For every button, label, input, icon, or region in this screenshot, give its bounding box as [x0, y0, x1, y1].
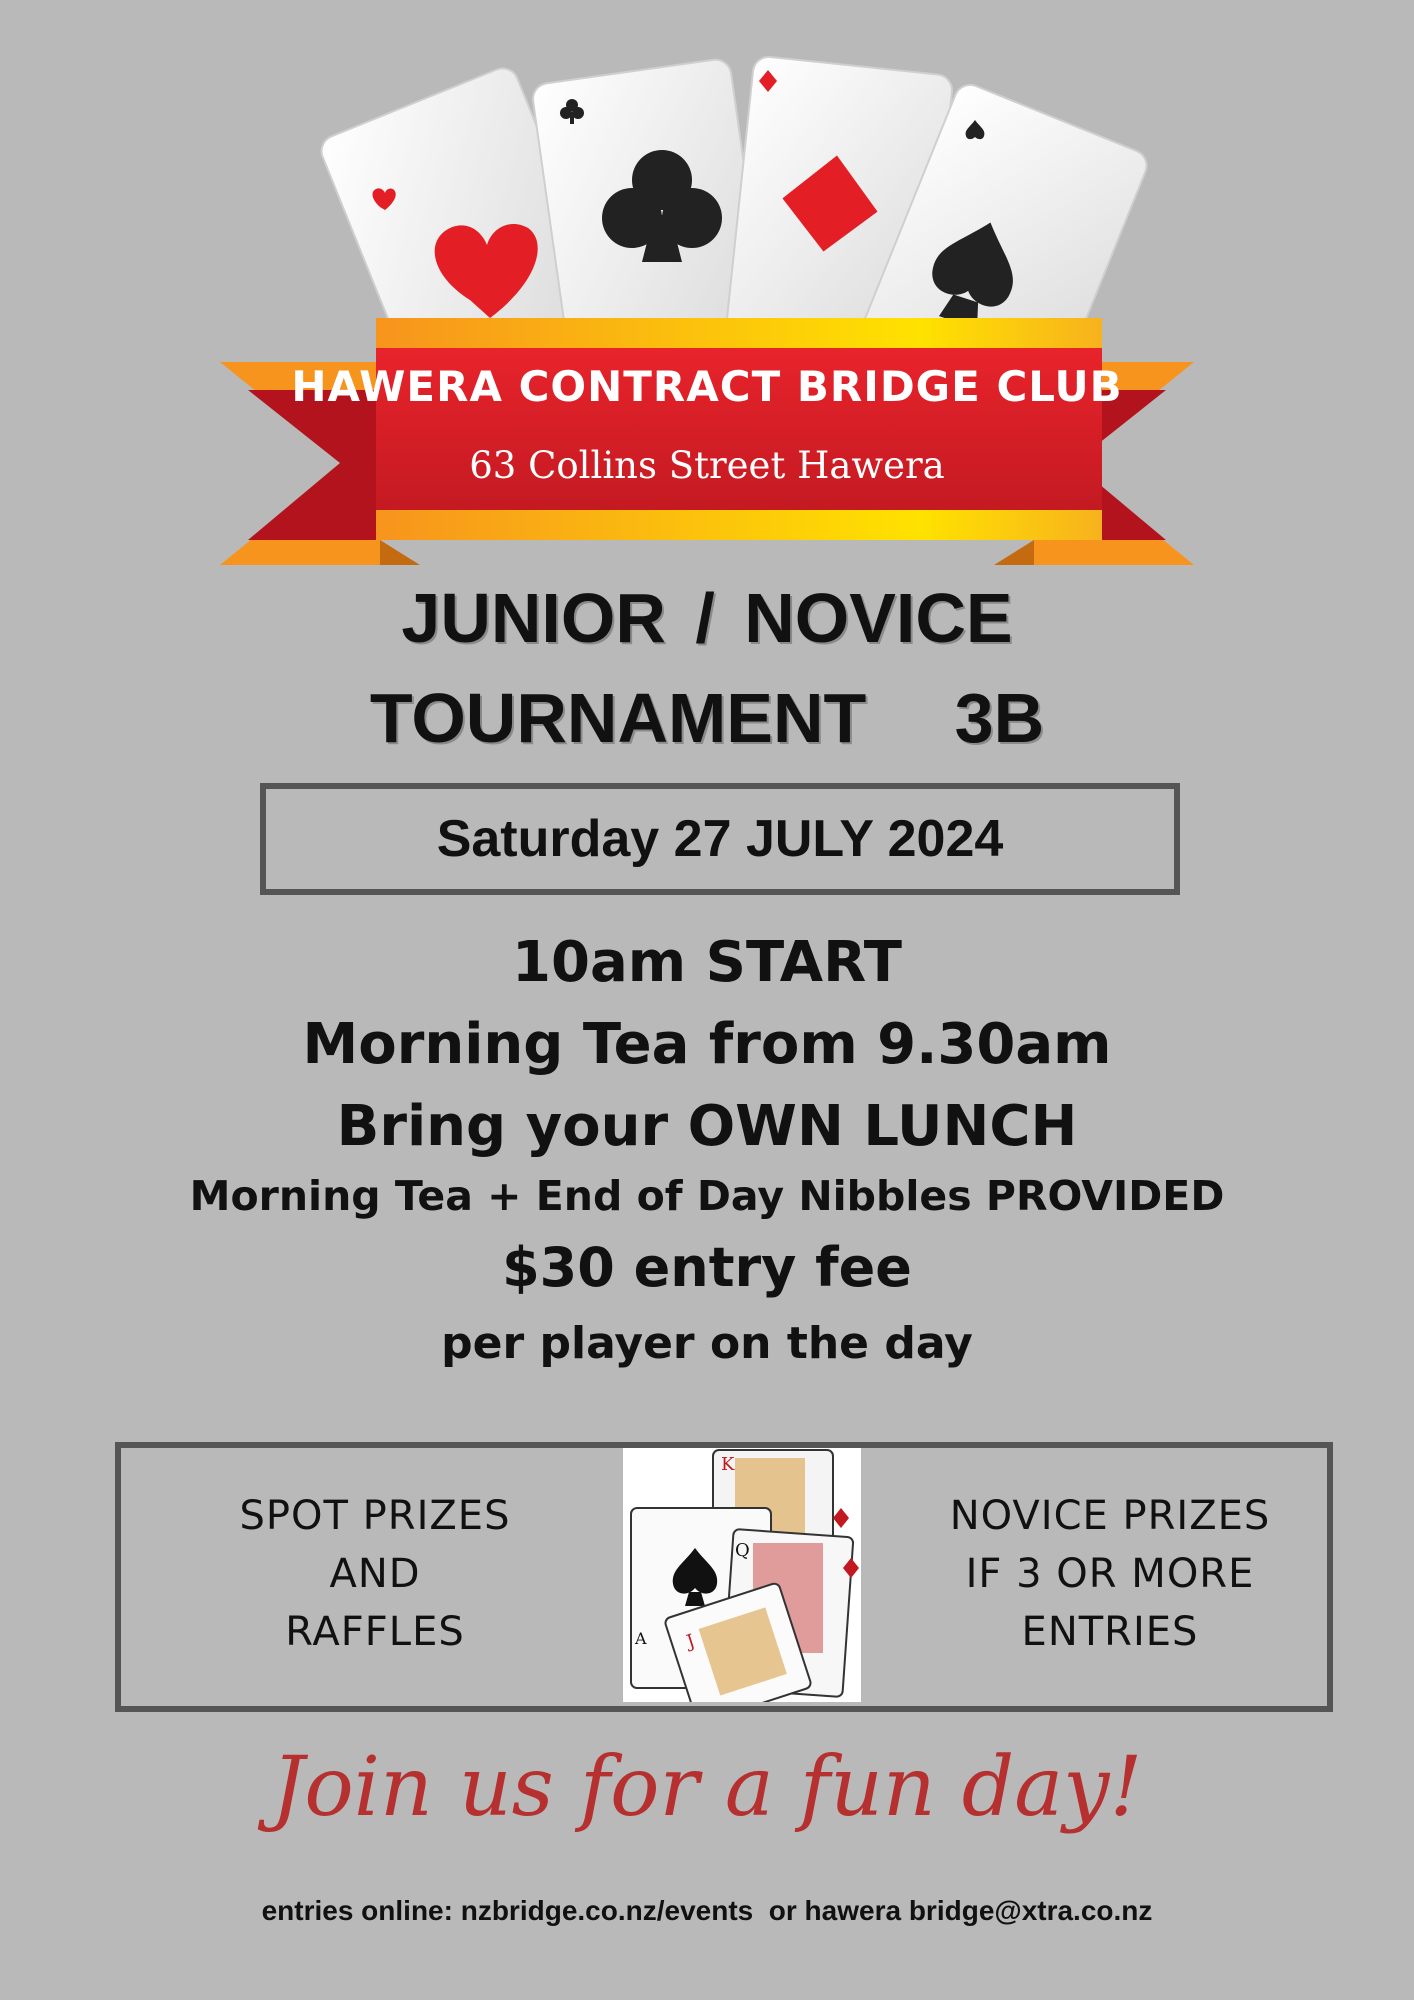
prize-line: AND — [329, 1551, 421, 1597]
svg-text:K: K — [721, 1454, 735, 1475]
prize-line: SPOT PRIZES — [239, 1493, 511, 1539]
entry-fee: $30 entry fee — [502, 1236, 912, 1299]
club-name: HAWERA CONTRACT BRIDGE CLUB — [291, 362, 1123, 411]
club-address: 63 Collins Street Hawera — [469, 444, 945, 487]
novice-prizes-text — [900, 1487, 1320, 1661]
provided-note: Morning Tea + End of Day Nibbles PROVIDED — [189, 1172, 1225, 1220]
entries-contact: entries online: nzbridge.co.nz/events or hawera bridge@xtra.co.nz — [261, 1895, 1153, 1926]
svg-text:J: J — [684, 1630, 698, 1653]
event-title-line1: JUNIOR / NOVICE — [401, 579, 1013, 657]
start-time: 10am START — [512, 930, 902, 995]
prize-line: IF 3 OR MORE — [965, 1551, 1255, 1597]
event-title-line2: TOURNAMENT 3B — [369, 679, 1045, 757]
svg-text:Q: Q — [735, 1540, 750, 1561]
spot-prizes-text — [175, 1487, 575, 1661]
cards-photo — [623, 1448, 861, 1702]
morning-tea-time: Morning Tea from 9.30am — [302, 1012, 1112, 1077]
event-date: Saturday 27 JULY 2024 — [436, 810, 1004, 868]
prize-line: ENTRIES — [1021, 1609, 1199, 1655]
tagline: Join us for a fun day! — [271, 1740, 1143, 1835]
svg-text:A: A — [635, 1629, 647, 1648]
ribbon — [220, 318, 1194, 565]
prize-line: RAFFLES — [285, 1609, 465, 1655]
prize-line: NOVICE PRIZES — [949, 1493, 1271, 1539]
date-box — [260, 783, 1180, 895]
entry-fee-note: per player on the day — [441, 1318, 973, 1369]
header-illustration — [0, 0, 1414, 590]
lunch-note: Bring your OWN LUNCH — [336, 1094, 1078, 1159]
